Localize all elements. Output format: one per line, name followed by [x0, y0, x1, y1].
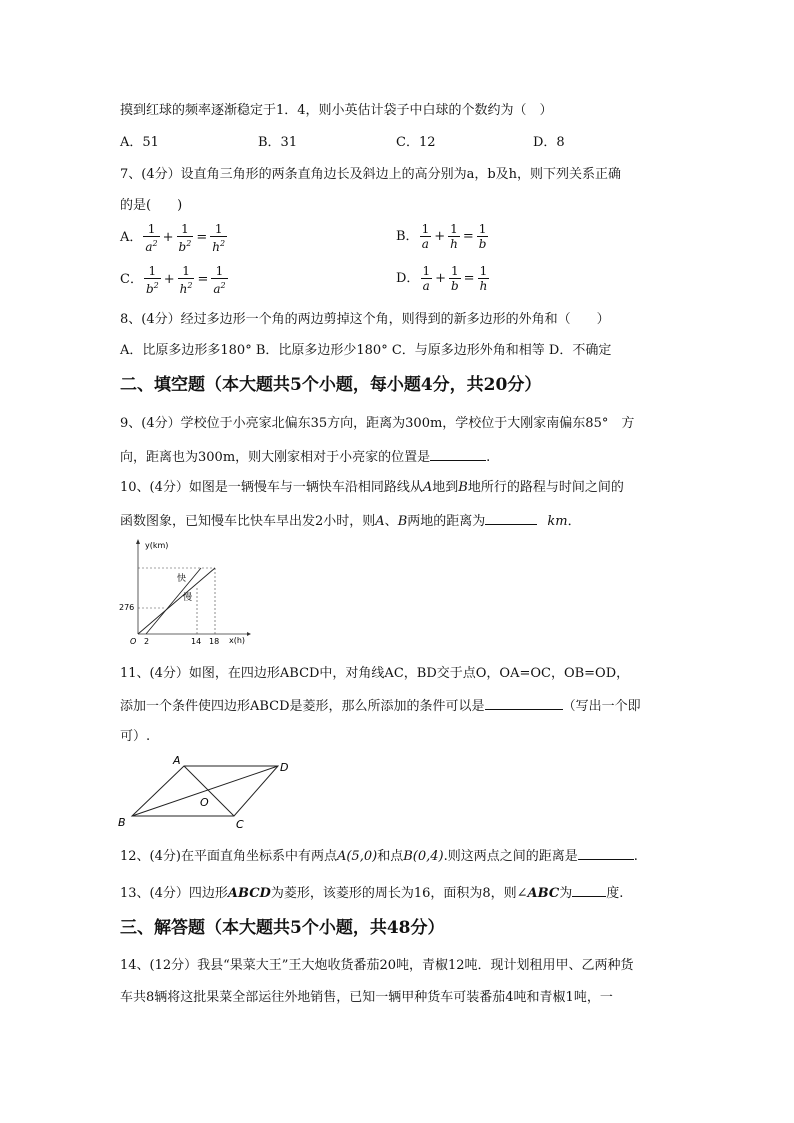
- q7-option-b: B． $\frac{1}{a}$ + $\frac{1}{h}$ = $\frac{1}{b}$: [396, 222, 487, 251]
- q10-distance-time-graph: [115, 538, 255, 648]
- fraction: $\frac{1}{h}$: [450, 222, 458, 251]
- fraction: $\frac{1}{h^2}$: [212, 222, 226, 254]
- q12-text: 12、(4分)在平面直角坐标系中有两点A(5,0)和点B(0,4).则这两点之间的距离是 .: [120, 845, 638, 867]
- q7-option-b-label: B．: [396, 228, 419, 244]
- fast-car-line: [146, 568, 201, 634]
- x-tick-18: 18: [209, 637, 220, 646]
- x-axis-label: x(h): [229, 636, 246, 645]
- y-tick-276: 276: [119, 603, 135, 612]
- section-heading-answer: 三、解答题（本大题共5个小题，共48分）: [120, 918, 445, 938]
- q11-text-line1: 11、(4分）如图，在四边形ABCD中，对角线AC，BD交于点O，OA=OC，OB=OD，: [120, 666, 630, 681]
- x-tick-14: 14: [191, 637, 202, 646]
- q6-option-b: B．31: [258, 135, 298, 150]
- answer-blank[interactable]: [572, 882, 606, 897]
- x-tick-2: 2: [144, 637, 150, 646]
- diagonal-ac: [184, 766, 234, 816]
- fraction: $\frac{1}{b}$: [450, 264, 459, 293]
- fraction: $\frac{1}{h^2}$: [179, 264, 193, 296]
- fraction: $\frac{1}{a}$: [421, 222, 430, 251]
- q7-text-line1: 7、(4分）设直角三角形的两条直角边长及斜边上的高分别为a，b及h，则下列关系正确: [120, 167, 622, 182]
- x-axis-arrow: [247, 632, 251, 636]
- q14-text-line2: 车共8辆将这批果菜全部运往外地销售，已知一辆甲种货车可装番茄4吨和青椒1吨，一: [120, 990, 613, 1005]
- q14-text-line1: 14、(12分）我县“果菜大王”王大炮收货番茄20吨，青椒12吨．现计划租用甲、乙两种货: [120, 958, 634, 973]
- q7-option-c: C． $\frac{1}{b^2}$ + $\frac{1}{h^2}$ = $\frac{1}{a^2}$: [120, 264, 226, 296]
- answer-blank[interactable]: [485, 695, 563, 710]
- q11-rhombus-figure: [112, 752, 302, 832]
- answer-blank[interactable]: [485, 510, 537, 525]
- q8-options: A．比原多边形多180° B．比原多边形少180° C．与原多边形外角和相等 D．不确定: [120, 343, 612, 358]
- q6-option-d: D．8: [533, 135, 565, 150]
- q6-text: 摸到红球的频率逐渐稳定于1．4，则小英估计袋子中白球的个数约为（ ）: [120, 103, 553, 118]
- y-axis-label: y(km): [145, 541, 169, 550]
- section-heading-fill-in: 二、填空题（本大题共5个小题，每小题4分，共20分）: [120, 375, 542, 395]
- fraction: $\frac{1}{h}$: [479, 264, 488, 293]
- q8-text: 8、(4分）经过多边形一个角的两边剪掉这个角，则得到的新多边形的外角和（ ）: [120, 312, 610, 327]
- slow-label: 慢: [183, 593, 193, 603]
- fraction: $\frac{1}{a^2}$: [145, 222, 158, 254]
- q7-option-d: D． $\frac{1}{a}$ + $\frac{1}{b}$ = $\frac{1}{h}$: [396, 264, 488, 293]
- vertex-d-label: D: [280, 761, 289, 774]
- fraction: $\frac{1}{a^2}$: [213, 264, 226, 296]
- q13-text: 13、(4分）四边形ABCD为菱形，该菱形的周长为16，面积为8，则∠ABC为 度.: [120, 882, 623, 904]
- q7-option-d-label: D．: [396, 270, 420, 286]
- answer-blank[interactable]: [430, 446, 486, 461]
- center-o-label: O: [200, 796, 209, 809]
- fraction: $\frac{1}{b^2}$: [178, 222, 192, 254]
- vertex-c-label: C: [236, 818, 244, 831]
- q9-text-line1: 9、(4分）学校位于小亮家北偏东35方向，距离为300m，学校位于大刚家南偏东85° 方: [120, 416, 635, 431]
- origin-label: O: [130, 637, 137, 646]
- fraction: $\frac{1}{b^2}$: [145, 264, 159, 296]
- q7-text-line2: 的是( ): [120, 198, 183, 213]
- q10-text-line1: 10、(4分）如图是一辆慢车与一辆快车沿相同路线从A地到B地所行的路程与时间之间的: [120, 480, 624, 495]
- q11-text-line3: 可）.: [120, 729, 151, 744]
- q11-text-line2: 添加一个条件使四边形ABCD是菱形，那么所添加的条件可以是 （写出一个即: [120, 695, 641, 717]
- q7-option-c-label: C．: [120, 272, 143, 287]
- q6-option-c: C．12: [396, 135, 436, 150]
- answer-blank[interactable]: [578, 845, 634, 860]
- q7-option-a: A． $\frac{1}{a^2}$ + $\frac{1}{b^2}$ = $\frac{1}{h^2}$: [120, 222, 226, 254]
- fraction: $\frac{1}{b}$: [478, 222, 487, 251]
- fast-label: 快: [177, 574, 187, 584]
- fraction: $\frac{1}{a}$: [422, 264, 431, 293]
- vertex-a-label: A: [173, 754, 181, 767]
- y-axis-arrow: [136, 539, 140, 544]
- q7-option-a-label: A．: [120, 230, 143, 245]
- q10-text-line2: 函数图象，已知慢车比快车早出发2小时，则A、B两地的距离为 km．: [120, 510, 581, 532]
- q9-text-line2: 向，距离也为300m，则大刚家相对于小亮家的位置是 .: [120, 446, 490, 468]
- q6-option-a: A．51: [120, 135, 159, 150]
- vertex-b-label: B: [118, 816, 126, 829]
